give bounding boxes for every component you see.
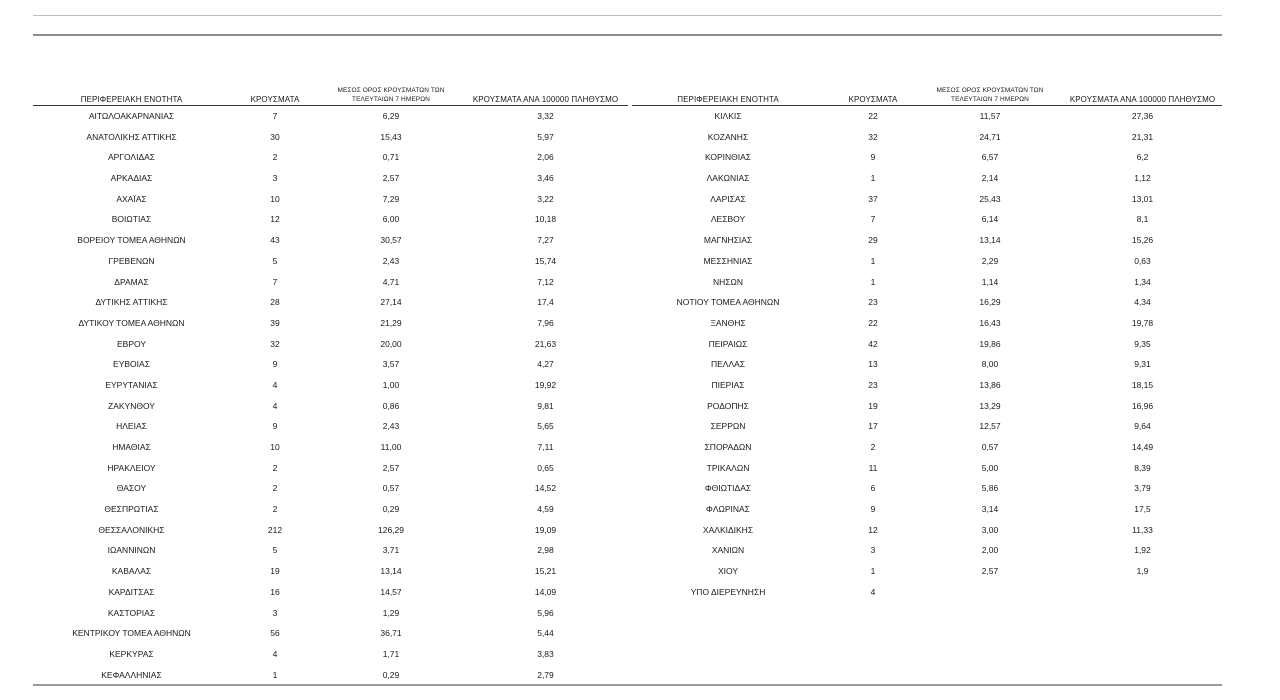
cell-avg7: 126,29 (378, 524, 404, 535)
cell-region: ΚΟΖΑΝΗΣ (707, 131, 749, 142)
cell-region: ΘΕΣΣΑΛΟΝΙΚΗΣ (98, 524, 165, 535)
table-row (33, 272, 628, 293)
cell-region: ΤΡΙΚΑΛΩΝ (706, 462, 750, 473)
table-row (33, 458, 628, 479)
cell-cases: 30 (270, 131, 280, 142)
header-avg7: ΜΕΣΟΣ ΟΡΟΣ ΚΡΟΥΣΜΑΤΩΝ ΤΩΝ ΤΕΛΕΥΤΑΙΩΝ 7 ΗΜΕΡΩΝ (936, 87, 1044, 103)
table-row (33, 396, 628, 417)
cell-avg7: 2,43 (382, 421, 400, 432)
cell-region: ΚΑΒΑΛΑΣ (111, 566, 152, 577)
table-row (33, 292, 628, 313)
cell-per100k: 8,1 (1136, 214, 1149, 225)
cell-avg7: 11,57 (979, 111, 1001, 121)
cell-cases: 6 (870, 483, 876, 494)
cell-avg7: 3,00 (981, 524, 999, 535)
cell-per100k: 21,31 (1131, 131, 1154, 142)
table-row (33, 127, 628, 148)
cell-avg7: 36,71 (380, 628, 402, 639)
cell-cases: 23 (868, 379, 878, 390)
cell-cases: 5 (272, 545, 278, 556)
cell-cases: 37 (868, 193, 878, 204)
cell-per100k: 19,09 (534, 524, 557, 535)
cell-per100k: 7,11 (537, 442, 554, 452)
table-body (632, 106, 1222, 603)
cell-cases: 7 (870, 214, 876, 225)
table-row (33, 623, 628, 644)
cell-avg7: 13,29 (979, 400, 1001, 411)
cell-per100k: 14,09 (534, 586, 557, 597)
cell-avg7: 8,00 (981, 359, 999, 370)
cell-avg7: 25,43 (979, 193, 1001, 204)
table-row (33, 168, 628, 189)
cell-region: ΚΟΡΙΝΘΙΑΣ (704, 152, 752, 163)
cell-cases: 4 (272, 400, 278, 411)
cell-cases: 28 (270, 297, 280, 308)
cell-cases: 9 (272, 359, 278, 370)
cell-per100k: 15,21 (534, 566, 557, 577)
table-row (632, 478, 1222, 499)
cell-region: ΖΑΚΥΝΘΟΥ (108, 400, 155, 411)
cell-cases: 42 (868, 338, 878, 349)
cell-per100k: 1,34 (1134, 276, 1151, 287)
table-row (33, 603, 628, 624)
table-row (33, 644, 628, 665)
table-row (632, 540, 1222, 561)
cell-region: ΑΧΑΪΑΣ (116, 193, 147, 204)
cell-cases: 1 (870, 173, 876, 184)
top-rule (33, 15, 1222, 16)
cell-per100k: 3,83 (537, 648, 554, 659)
cell-region: ΜΕΣΣΗΝΙΑΣ (703, 255, 753, 266)
table-row (632, 272, 1222, 293)
cell-avg7: 2,00 (981, 545, 999, 556)
table-row (33, 416, 628, 437)
table-row (632, 375, 1222, 396)
table-row (632, 437, 1222, 458)
cell-cases: 22 (868, 111, 878, 121)
cell-avg7: 6,57 (981, 152, 999, 163)
cell-per100k: 18,15 (1131, 379, 1154, 390)
cell-per100k: 2,06 (537, 152, 554, 163)
cell-per100k: 8,39 (1134, 462, 1151, 473)
cell-region: ΓΡΕΒΕΝΩΝ (108, 255, 155, 266)
cell-avg7: 24,71 (979, 131, 1001, 142)
table-body (33, 106, 628, 685)
table-row (632, 416, 1222, 437)
cell-cases: 3 (272, 607, 278, 618)
cell-avg7: 1,71 (382, 648, 400, 659)
table-row (33, 209, 628, 230)
table-header (632, 84, 1222, 106)
cell-avg7: 0,29 (382, 669, 400, 680)
table-row (632, 313, 1222, 334)
cell-avg7: 21,29 (380, 317, 402, 328)
table-row (632, 334, 1222, 355)
cell-per100k: 4,59 (537, 504, 554, 515)
cell-per100k: 19,78 (1131, 317, 1154, 328)
cell-region: ΣΕΡΡΩΝ (710, 421, 746, 432)
cell-avg7: 13,14 (380, 566, 402, 577)
cell-per100k: 19,92 (534, 379, 557, 390)
cell-region: ΠΕΙΡΑΙΩΣ (708, 338, 748, 349)
cell-per100k: 5,97 (537, 131, 554, 142)
cell-per100k: 0,65 (537, 462, 554, 473)
cell-region: ΞΑΝΘΗΣ (710, 317, 746, 328)
cell-cases: 39 (270, 317, 280, 328)
cell-avg7: 12,57 (979, 421, 1001, 432)
cell-avg7: 19,86 (979, 338, 1001, 349)
header-per100k: ΚΡΟΥΣΜΑΤΑ ΑΝΑ 100000 ΠΛΗΘΥΣΜΟ (472, 95, 619, 104)
header-region: ΠΕΡΙΦΕΡΕΙΑΚΗ ΕΝΟΤΗΤΑ (80, 95, 183, 104)
cell-cases: 3 (272, 173, 278, 184)
header-cases: ΚΡΟΥΣΜΑΤΑ (848, 95, 898, 104)
cell-cases: 2 (870, 442, 876, 452)
cell-per100k: 2,98 (537, 545, 554, 556)
cell-avg7: 2,14 (981, 173, 999, 184)
cell-cases: 16 (270, 586, 280, 597)
table-row (33, 147, 628, 168)
cell-region: ΑΡΚΑΔΙΑΣ (110, 173, 153, 184)
cell-per100k: 27,36 (1131, 111, 1154, 121)
table-row (632, 354, 1222, 375)
cell-region: ΗΡΑΚΛΕΙΟΥ (107, 462, 156, 473)
cell-cases: 9 (870, 152, 876, 163)
table-row (632, 147, 1222, 168)
cell-avg7: 0,86 (382, 400, 400, 411)
cell-per100k: 13,01 (1131, 193, 1154, 204)
cell-region: ΝΗΣΩΝ (712, 276, 744, 287)
cell-region: ΒΟΙΩΤΙΑΣ (111, 214, 152, 225)
table-row (632, 292, 1222, 313)
cell-cases: 4 (272, 648, 278, 659)
cell-region: ΧΙΟΥ (717, 566, 739, 577)
cell-region: ΑΝΑΤΟΛΙΚΗΣ ΑΤΤΙΚΗΣ (86, 131, 177, 142)
cell-region: ΚΕΦΑΛΛΗΝΙΑΣ (101, 669, 162, 680)
cell-region: ΛΑΚΩΝΙΑΣ (706, 173, 750, 184)
cell-cases: 9 (272, 421, 278, 432)
cell-region: ΗΛΕΙΑΣ (116, 421, 147, 432)
header-avg7: ΜΕΣΟΣ ΟΡΟΣ ΚΡΟΥΣΜΑΤΩΝ ΤΩΝ ΤΕΛΕΥΤΑΙΩΝ 7 ΗΜΕΡΩΝ (337, 87, 445, 103)
cell-cases: 56 (270, 628, 280, 639)
cell-avg7: 13,14 (979, 235, 1001, 246)
cell-per100k: 3,46 (537, 173, 554, 184)
cell-per100k: 16,96 (1131, 400, 1154, 411)
cell-avg7: 13,86 (979, 379, 1001, 390)
cell-per100k: 9,35 (1134, 338, 1151, 349)
cell-per100k: 9,31 (1134, 359, 1151, 370)
cell-per100k: 2,79 (537, 669, 554, 680)
cell-avg7: 6,29 (382, 111, 400, 121)
cell-region: ΕΥΡΥΤΑΝΙΑΣ (105, 379, 158, 390)
cell-per100k: 5,65 (537, 421, 554, 432)
cell-cases: 29 (868, 235, 878, 246)
cell-per100k: 14,52 (534, 483, 557, 494)
cell-per100k: 11,33 (1132, 524, 1153, 535)
table-row (632, 520, 1222, 541)
cell-avg7: 0,29 (382, 504, 400, 515)
cell-region: ΥΠΟ ΔΙΕΡΕΥΝΗΣΗ (690, 586, 766, 597)
cell-per100k: 1,12 (1134, 173, 1151, 184)
table-row (33, 437, 628, 458)
cell-avg7: 14,57 (380, 586, 402, 597)
cell-cases: 1 (272, 669, 278, 680)
cell-avg7: 0,57 (981, 442, 999, 452)
cell-avg7: 6,00 (382, 214, 400, 225)
table-row (632, 251, 1222, 272)
table-row (33, 375, 628, 396)
cell-avg7: 20,00 (380, 338, 402, 349)
cases-table-left (33, 84, 628, 685)
cell-per100k: 7,12 (537, 276, 554, 287)
table-row (33, 106, 628, 127)
header-region: ΠΕΡΙΦΕΡΕΙΑΚΗ ΕΝΟΤΗΤΑ (677, 95, 779, 104)
cell-region: ΘΕΣΠΡΩΤΙΑΣ (104, 504, 159, 515)
cell-cases: 5 (272, 255, 278, 266)
table-row (33, 540, 628, 561)
cell-avg7: 30,57 (380, 235, 402, 246)
cell-per100k: 14,49 (1131, 442, 1154, 452)
cell-per100k: 6,2 (1136, 152, 1149, 163)
cell-region: ΘΑΣΟΥ (116, 483, 147, 494)
cell-region: ΛΑΡΙΣΑΣ (710, 193, 746, 204)
cell-avg7: 4,71 (382, 276, 400, 287)
cell-avg7: 2,57 (382, 462, 400, 473)
cell-cases: 4 (272, 379, 278, 390)
cell-avg7: 2,57 (981, 566, 999, 577)
cell-avg7: 0,57 (382, 483, 400, 494)
cell-cases: 12 (868, 524, 878, 535)
cell-region: ΜΑΓΝΗΣΙΑΣ (703, 235, 753, 246)
cell-per100k: 9,64 (1134, 421, 1151, 432)
cell-cases: 32 (270, 338, 280, 349)
cell-cases: 1 (870, 566, 876, 577)
cell-cases: 3 (870, 545, 876, 556)
table-row (33, 230, 628, 251)
cell-cases: 19 (868, 400, 878, 411)
table-row (632, 458, 1222, 479)
cell-per100k: 4,27 (537, 359, 554, 370)
cell-per100k: 7,27 (537, 235, 554, 246)
cell-region: ΚΑΡΔΙΤΣΑΣ (108, 586, 155, 597)
cell-per100k: 7,96 (537, 317, 554, 328)
cell-region: ΑΡΓΟΛΙΔΑΣ (107, 152, 156, 163)
cell-region: ΚΑΣΤΟΡΙΑΣ (107, 607, 156, 618)
table-row (632, 168, 1222, 189)
cell-cases: 7 (272, 111, 278, 121)
cell-per100k: 15,26 (1131, 235, 1154, 246)
cell-cases: 7 (272, 276, 278, 287)
cell-region: ΡΟΔΟΠΗΣ (707, 400, 749, 411)
table-row (33, 582, 628, 603)
cell-avg7: 3,14 (981, 504, 999, 515)
cell-region: ΒΟΡΕΙΟΥ ΤΟΜΕΑ ΑΘΗΝΩΝ (77, 235, 186, 246)
table-row (33, 354, 628, 375)
table-row (632, 106, 1222, 127)
table-header (33, 84, 628, 106)
cell-per100k: 5,44 (537, 628, 554, 639)
cell-avg7: 16,43 (979, 317, 1001, 328)
cell-per100k: 10,18 (534, 214, 557, 225)
cell-avg7: 7,29 (382, 193, 400, 204)
cell-per100k: 3,79 (1134, 483, 1151, 494)
cell-cases: 10 (270, 193, 280, 204)
cell-region: ΛΕΣΒΟΥ (710, 214, 746, 225)
header-cases: ΚΡΟΥΣΜΑΤΑ (250, 95, 300, 104)
cell-region: ΣΠΟΡΑΔΩΝ (704, 442, 752, 452)
cell-per100k: 3,22 (537, 193, 554, 204)
cell-avg7: 27,14 (380, 297, 402, 308)
cell-cases: 19 (270, 566, 280, 577)
cell-region: ΕΒΡΟΥ (116, 338, 146, 349)
cell-cases: 13 (868, 359, 878, 370)
cell-avg7: 11,00 (380, 442, 402, 452)
cell-region: ΝΟΤΙΟΥ ΤΟΜΕΑ ΑΘΗΝΩΝ (676, 297, 780, 308)
cell-per100k: 21,63 (534, 338, 557, 349)
cell-cases: 43 (270, 235, 280, 246)
cell-avg7: 15,43 (380, 131, 402, 142)
cell-cases: 22 (868, 317, 878, 328)
cell-cases: 2 (272, 483, 278, 494)
cell-avg7: 3,57 (382, 359, 400, 370)
cases-table-right (632, 84, 1222, 603)
cell-region: ΔΥΤΙΚΟΥ ΤΟΜΕΑ ΑΘΗΝΩΝ (78, 317, 185, 328)
cell-cases: 2 (272, 462, 278, 473)
table-row (632, 396, 1222, 417)
table-row (632, 499, 1222, 520)
cell-cases: 4 (870, 586, 876, 597)
cell-region: ΔΥΤΙΚΗΣ ΑΤΤΙΚΗΣ (95, 297, 168, 308)
cell-cases: 9 (870, 504, 876, 515)
cell-avg7: 1,00 (382, 379, 400, 390)
cell-per100k: 4,34 (1134, 297, 1151, 308)
cell-avg7: 16,29 (979, 297, 1001, 308)
cell-cases: 11 (868, 462, 878, 473)
cell-cases: 17 (868, 421, 878, 432)
table-row (33, 665, 628, 686)
cell-avg7: 2,29 (981, 255, 999, 266)
table-row (632, 189, 1222, 210)
table-row (632, 582, 1222, 603)
cell-avg7: 5,86 (981, 483, 999, 494)
header-rule (33, 34, 1222, 36)
cell-per100k: 1,92 (1134, 545, 1151, 556)
table-row (632, 209, 1222, 230)
bottom-rule (33, 684, 1222, 686)
cell-per100k: 0,63 (1134, 255, 1151, 266)
table-row (33, 520, 628, 541)
cell-avg7: 2,57 (382, 173, 400, 184)
cell-per100k: 17,5 (1134, 504, 1151, 515)
cell-per100k: 3,32 (537, 111, 554, 121)
table-row (632, 127, 1222, 148)
cell-region: ΠΕΛΛΑΣ (710, 359, 746, 370)
cell-avg7: 0,71 (382, 152, 400, 163)
cell-avg7: 1,29 (382, 607, 400, 618)
cell-avg7: 2,43 (382, 255, 400, 266)
cell-region: ΠΙΕΡΙΑΣ (711, 379, 745, 390)
cell-region: ΚΙΛΚΙΣ (714, 111, 742, 121)
table-row (33, 189, 628, 210)
cell-region: ΑΙΤΩΛΟΑΚΑΡΝΑΝΙΑΣ (88, 111, 175, 121)
cell-cases: 12 (270, 214, 280, 225)
cell-region: ΕΥΒΟΙΑΣ (113, 359, 150, 370)
cell-region: ΧΑΛΚΙΔΙΚΗΣ (702, 524, 754, 535)
cell-cases: 10 (270, 442, 280, 452)
cell-per100k: 1,9 (1136, 566, 1149, 577)
table-row (632, 561, 1222, 582)
cell-cases: 212 (267, 524, 283, 535)
cell-cases: 1 (870, 276, 876, 287)
cell-region: ΧΑΝΙΩΝ (711, 545, 745, 556)
cell-cases: 2 (272, 152, 278, 163)
cell-region: ΙΩΑΝΝΙΝΩΝ (107, 545, 156, 556)
cell-cases: 23 (868, 297, 878, 308)
header-per100k: ΚΡΟΥΣΜΑΤΑ ΑΝΑ 100000 ΠΛΗΘΥΣΜΟ (1069, 95, 1216, 104)
cell-cases: 32 (868, 131, 878, 142)
cell-per100k: 9,81 (537, 400, 554, 411)
cell-region: ΗΜΑΘΙΑΣ (112, 442, 151, 452)
cell-cases: 2 (272, 504, 278, 515)
cell-region: ΦΘΙΩΤΙΔΑΣ (704, 483, 752, 494)
table-row (632, 230, 1222, 251)
cell-per100k: 5,96 (537, 607, 554, 618)
cell-region: ΚΕΝΤΡΙΚΟΥ ΤΟΜΕΑ ΑΘΗΝΩΝ (72, 628, 191, 639)
table-row (33, 313, 628, 334)
cell-region: ΦΛΩΡΙΝΑΣ (706, 504, 750, 515)
cell-cases: 1 (870, 255, 876, 266)
cell-avg7: 1,14 (981, 276, 999, 287)
cell-per100k: 15,74 (534, 255, 557, 266)
cell-per100k: 17,4 (537, 297, 554, 308)
table-row (33, 334, 628, 355)
cell-avg7: 3,71 (382, 545, 400, 556)
table-row (33, 499, 628, 520)
cell-region: ΚΕΡΚΥΡΑΣ (109, 648, 154, 659)
cell-avg7: 6,14 (981, 214, 999, 225)
cell-avg7: 5,00 (981, 462, 999, 473)
cell-region: ΔΡΑΜΑΣ (114, 276, 149, 287)
table-row (33, 478, 628, 499)
table-row (33, 251, 628, 272)
table-row (33, 561, 628, 582)
